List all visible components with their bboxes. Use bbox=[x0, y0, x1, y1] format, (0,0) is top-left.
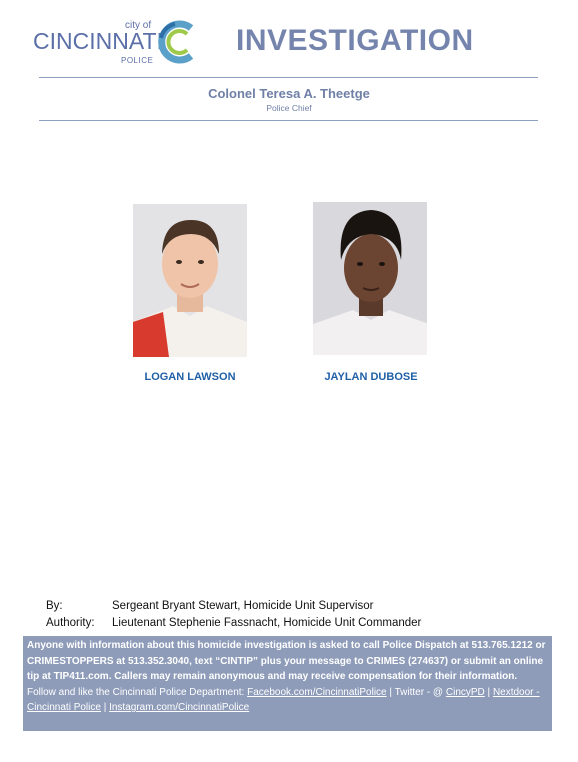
suspect-name-1: LOGAN LAWSON bbox=[144, 371, 236, 383]
chief-title: Police Chief bbox=[266, 103, 312, 113]
social-links bbox=[27, 685, 548, 716]
logo-police: POLICE bbox=[121, 56, 154, 65]
tip-info-text: Anyone with information about this homicide investigation is asked to call Police Dispatch at 513.765.1212 or CRIMESTOPPERS at 513.352.3040, text “CINTIP” plus your message to CRIMES (274637) or submit an online tip at TIP411.com. Callers may remain anonymous and may receive compensation for their information. bbox=[27, 640, 546, 682]
page-title: INVESTIGATION bbox=[236, 24, 474, 57]
byline-by bbox=[46, 600, 373, 612]
authority-label: Authority: bbox=[46, 617, 95, 629]
logo-city-of: city of bbox=[125, 20, 152, 31]
separator-3: | bbox=[100, 702, 110, 713]
instagram-link[interactable]: Instagram.com/CincinnatiPolice bbox=[109, 702, 250, 713]
nextdoor-link[interactable]: Nextdoor - Cincinnati Police bbox=[27, 686, 540, 713]
logo-c-mark-icon bbox=[153, 18, 203, 66]
separator-2: | bbox=[484, 686, 493, 698]
chief-name: Colonel Teresa A. Theetge bbox=[208, 86, 370, 101]
suspect-photo-2 bbox=[313, 202, 427, 355]
follow-text: Follow and like the Cincinnati Police Department: bbox=[27, 686, 248, 698]
by-value: Sergeant Bryant Stewart, Homicide Unit Supervisor bbox=[112, 600, 374, 612]
suspect-photo-1 bbox=[133, 204, 247, 357]
separator-1: | Twitter - @ bbox=[386, 686, 446, 698]
logo-city-name: CINCINNATI bbox=[33, 28, 163, 54]
suspect-name-2: JAYLAN DUBOSE bbox=[324, 371, 418, 383]
top-divider bbox=[39, 77, 538, 78]
facebook-link[interactable]: Facebook.com/CincinnatiPolice bbox=[247, 686, 387, 698]
cincinnati-police-logo bbox=[33, 18, 203, 68]
bottom-divider bbox=[39, 120, 538, 121]
tip-info-box bbox=[23, 636, 552, 731]
by-label: By: bbox=[46, 600, 63, 612]
byline-authority bbox=[46, 617, 421, 629]
twitter-link[interactable]: CincyPD bbox=[445, 686, 485, 698]
authority-value: Lieutenant Stephenie Fassnacht, Homicide Unit Commander bbox=[112, 617, 422, 629]
